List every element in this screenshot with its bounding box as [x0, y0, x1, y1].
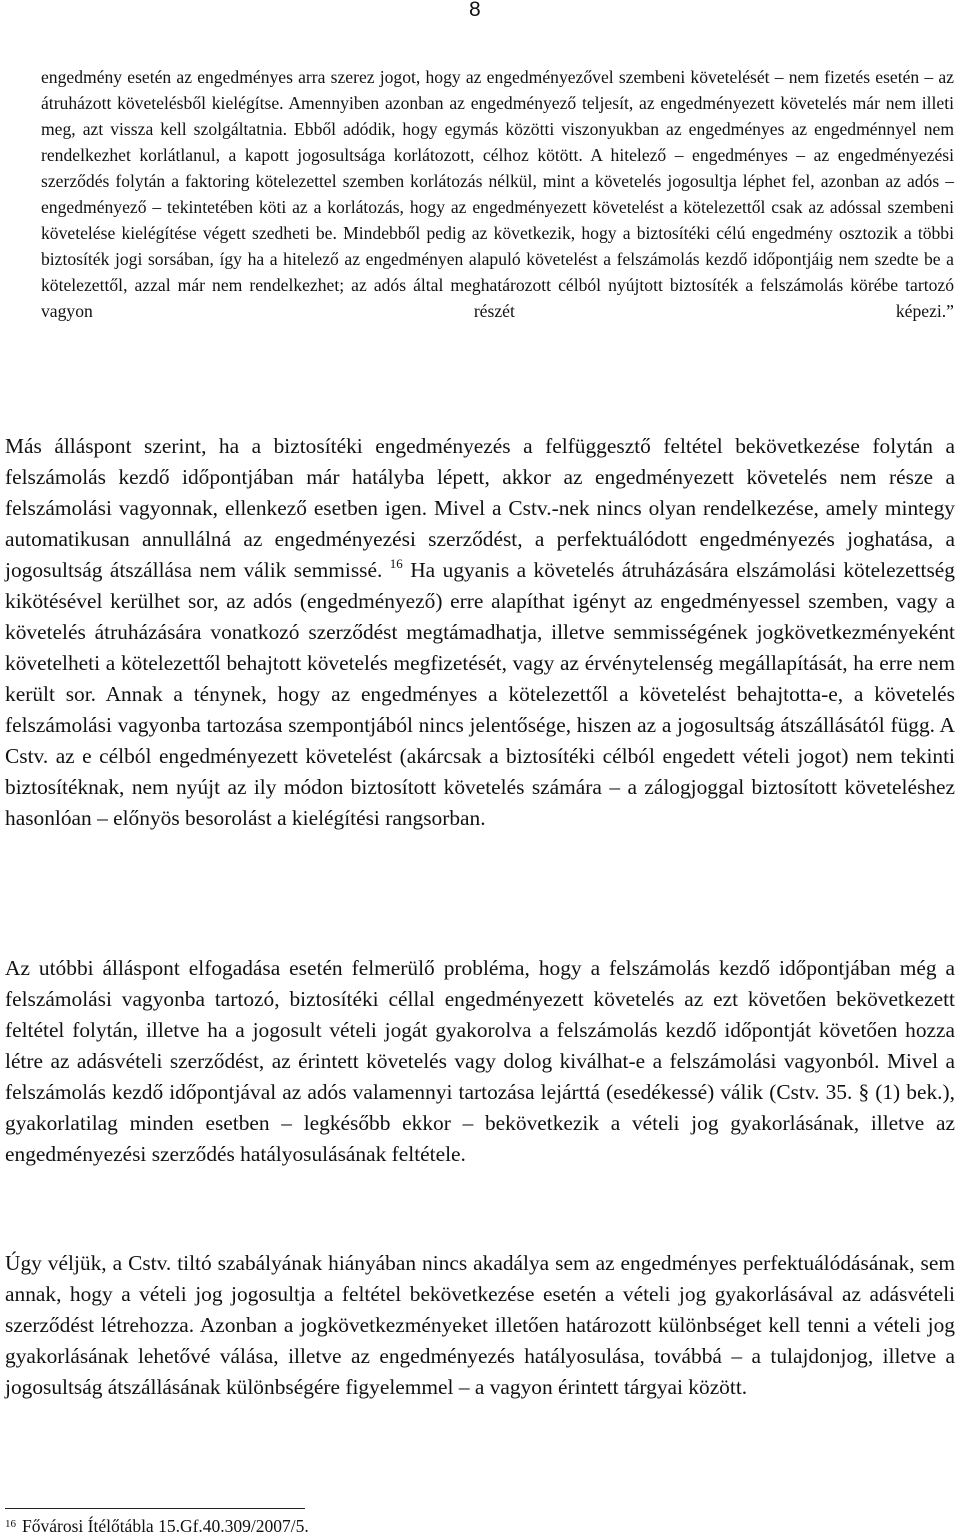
- paragraph-2-text: Az utóbbi álláspont elfogadása esetén felmerülő probléma, hogy a felszámolás kezdő időpontjában még a felszámolási vagyonba tartozó, biztosítéki céllal engedményezett követelés az ezt követően bekövetkezett feltétel folytán, illetve ha a jogosult vételi jogát gyakorolva a felszámolás kezdő időpontját követően hozza létre az adásvételi szerződést, az érintett követelés vagy dolog kiválhat-e a felszámolási vagyonból. Mivel a felszámolás kezdő időpontjával az adós valamennyi tartozása lejárttá (esedékessé) válik (Cstv. 35. § (1) bek.), gyakorlatilag minden esetben – legkésőbb ekkor – bekövetkezik a vételi jog gyakorlásának, illetve az engedményezési szerződés hatályosulásának feltétele.: [5, 956, 955, 1166]
- body-paragraph-1: [5, 431, 955, 834]
- footnote-reference[interactable]: 16: [389, 556, 403, 571]
- paragraph-text: [5, 431, 955, 834]
- quote-text: engedmény esetén az engedményes arra szerez jogot, hogy az engedményezővel szembeni követelését – nem fizetés esetén – az átruházott követelésből kielégítse. Amennyiben azonban az engedményező teljesít, az engedményezett követelés már nem illeti meg, azt vissza kell szolgáltatnia. Ebből adódik, hogy egymás közötti viszonyukban az engedményes az engedménnyel nem rendelkezhet korlátlanul, a kapott jogosultsága korlátozott, célhoz kötött. A hitelező – engedményes – az engedményezési szerződés folytán a faktoring kötelezettel szemben korlátozás nélkül, mint a követelés jogosultja léphet fel, azonban az adós – engedményező – tekintetében köti az a korlátozás, hogy az engedményezett követelést a kötelezettől csak az adóssal szembeni követelése kielégítése végett szedheti be. Mindebből pedig az következik, hogy a biztosítéki célú engedmény osztozik a többi biztosíték jogi sorsában, így ha a hitelező az engedményen alapuló követelést a felszámolás kezdő időpontjáig nem szedte be a kötelezettől, azzal már nem rendelkezhet; az adós által meghatározott célból nyújtott biztosíték a felszámolás körébe tartozó vagyon részét képezi.”: [41, 67, 954, 321]
- page-number: 8: [469, 0, 481, 21]
- paragraph-3-text: Úgy véljük, a Cstv. tiltó szabályának hiányában nincs akadálya sem az engedményes perfektuálódásának, sem annak, hogy a vételi jog jogosultja a feltétel bekövetkezése esetén a vételi jog gyakorlásával az adásvételi szerződést létrehozza. Azonban a jogkövetkezményeket illetően határozott különbséget kell tenni a vételi jog gyakorlásának lehetővé válása, illetve az engedményezés hatályosulása, továbbá – a tulajdonjog, illetve a jogosultság átszállásának különbségére figyelemmel – a vagyon érintett tárgyai között.: [5, 1251, 955, 1399]
- body-paragraph-3: [5, 1248, 955, 1403]
- body-paragraph-2: [5, 953, 955, 1170]
- block-quote: [41, 64, 954, 324]
- footnote-text: Fővárosi Ítélőtábla 15.Gf.40.309/2007/5.: [22, 1516, 309, 1536]
- footnote: [5, 1515, 309, 1537]
- footnote-separator: [5, 1508, 305, 1509]
- footnote-number: 16: [5, 1518, 16, 1530]
- paragraph-1-part-2: Ha ugyanis a követelés átruházására elszámolási kötelezettség kikötésével kerülhet sor, az adós (engedményező) erre alapíthat igényt az engedményessel szemben, vagy a követelés átruházására vonatkozó szerződést megtámadhatja, illetve semmisségének jogkövetkezményeként követelheti a kötelezettől behajtott követelés megfizetését, vagy az érvénytelenség megállapítását, ha erre nem került sor. Annak a ténynek, hogy az engedményes a kötelezettől a követelést behajtotta-e, a követelés felszámolási vagyonba tartozása szempontjából nincs jelentősége, hiszen az a jogosultság átszállásától függ. A Cstv. az e célból engedményezett követelést (akárcsak a biztosítéki célból engedett vételi jogot) nem tekinti biztosítéknak, nem nyújt az ily módon biztosított követelés számára – a zálogjoggal biztosított követeléshez hasonlóan – előnyös besorolást a kielégítési rangsorban.: [5, 558, 955, 830]
- paragraph-1-part-1: Más álláspont szerint, ha a biztosítéki engedményezés a felfüggesztő feltétel bekövetkezése folytán a felszámolás kezdő időpontjában már hatályba lépett, akkor az engedményezett követelés nem része a felszámolási vagyonnak, ellenkező esetben igen. Mivel a Cstv.-nek nincs olyan rendelkezése, amely mintegy automatikusan annullálná az engedményezési szerződést, a perfektuálódott engedményezés joghatása, a jogosultság átszállása nem válik semmissé.: [5, 434, 955, 582]
